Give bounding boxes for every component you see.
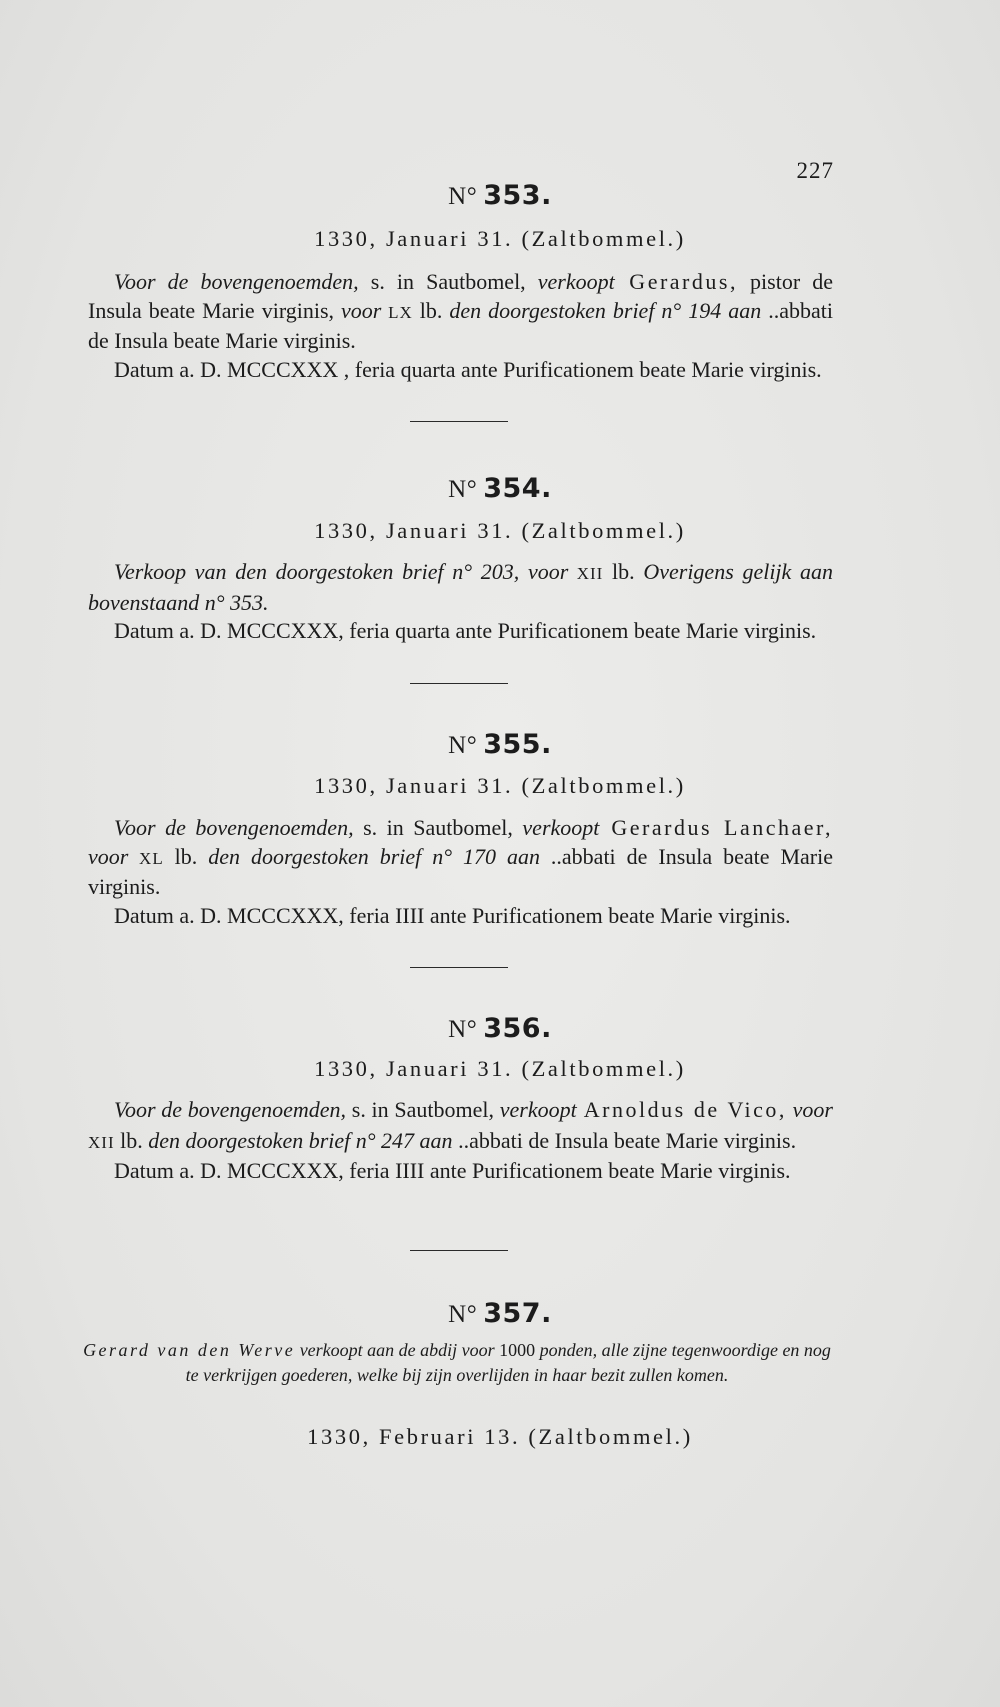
text-spaced-name: Arnoldus de Vico, <box>576 1097 787 1122</box>
entry-356-heading <box>0 1013 1000 1044</box>
text-spaced-name: Gerardus, <box>614 269 738 294</box>
separator-rule <box>410 421 508 422</box>
text-italic: voor <box>88 843 129 869</box>
entry-354-text <box>88 558 833 617</box>
entry-357-summary <box>82 1338 832 1388</box>
entry-355-heading <box>0 729 1000 760</box>
entry-353-body <box>88 268 833 384</box>
page-number: 227 <box>796 158 834 183</box>
number-prefix: N° <box>448 183 478 210</box>
entry-number: 353. <box>483 180 552 211</box>
separator-rule <box>410 967 508 968</box>
text-italic: den doorgestoken brief n° 170 aan <box>208 843 540 869</box>
number-prefix: N° <box>448 1301 478 1328</box>
text-roman: lb. <box>163 843 209 869</box>
entry-354-heading <box>0 473 1000 504</box>
text-roman <box>519 559 528 584</box>
entry-number: 354. <box>483 473 552 504</box>
entry-354-dateline: 1330, Januari 31. (Zaltbommel.) <box>314 518 686 543</box>
entry-354-body <box>88 558 833 646</box>
text-roman: pistor de Insula beate Marie virginis, <box>88 269 833 323</box>
number-prefix: N° <box>448 732 478 759</box>
number-prefix: N° <box>448 1016 478 1043</box>
entry-357-dateline: 1330, Februari 13. (Zaltbommel.) <box>307 1424 693 1449</box>
text-roman: s. in Sautbomel, <box>358 269 538 294</box>
text-roman: ..abbati de Insula beate Marie virginis. <box>452 1127 797 1153</box>
entry-353-heading <box>0 180 1000 211</box>
text-italic: den doorgestoken brief n° 247 aan <box>148 1127 453 1153</box>
separator-rule <box>410 683 508 684</box>
entry-number: 355. <box>483 729 552 760</box>
text-italic: verkoopt <box>499 1097 577 1122</box>
text-roman: ..abbati de Insula beate Marie virginis. <box>88 843 834 899</box>
text-roman: ..abbati de Insula beate Marie virginis. <box>88 297 833 353</box>
separator-rule <box>410 1250 508 1251</box>
entry-number: 357. <box>483 1298 552 1329</box>
entry-354-datum: Datum a. D. MCCCXXX, feria quarta ante Purificationem beate Marie virginis. <box>114 618 817 643</box>
text-roman: lb. <box>412 297 450 323</box>
text-roman: lb. <box>603 559 644 584</box>
text-roman: s. in Sautbomel, <box>346 1097 500 1122</box>
text-italic: Voor de bovengenoemden, <box>114 1097 347 1122</box>
entry-356-body <box>88 1096 833 1186</box>
entry-353-text <box>88 268 833 356</box>
text-italic: voor <box>341 297 382 323</box>
text-roman: lb. <box>114 1127 149 1153</box>
text-spaced-name: Gerard van den Werve <box>83 1340 296 1360</box>
text-italic: Overigens gelijk aan bovenstaand n° 353. <box>88 559 833 615</box>
entry-353-datum: Datum a. D. MCCCXXX , feria quarta ante Purificationem beate Marie virginis. <box>114 356 822 382</box>
text-italic: Voor de bovengenoemden, <box>114 269 359 294</box>
text-spaced-name: Gerardus Lanchaer, <box>599 815 833 840</box>
entry-356-datum: Datum a. D. MCCCXXX, feria IIII ante Purificationem beate Marie virginis. <box>114 1158 791 1183</box>
entry-356-text <box>88 1096 833 1157</box>
entry-353-dateline: 1330, Januari 31. (Zaltbommel.) <box>314 226 686 251</box>
text-small-caps: LX <box>381 302 413 322</box>
entry-355-dateline: 1330, Januari 31. (Zaltbommel.) <box>314 773 686 798</box>
text-italic: ponden, alle zijne tegenwoordige en nog te verkrijgen goederen, welke bij zijn overlijden in haar bezit zullen komen. <box>185 1340 831 1385</box>
entry-356-dateline: 1330, Januari 31. (Zaltbommel.) <box>314 1056 686 1081</box>
text-roman: 1000 <box>499 1340 536 1360</box>
text-small-caps: XII <box>88 1132 115 1152</box>
entry-number: 356. <box>483 1013 552 1044</box>
number-prefix: N° <box>448 476 478 503</box>
text-italic: den doorgestoken brief n° 194 aan <box>449 297 762 323</box>
text-italic: Verkoop van den doorgestoken brief n° 203, <box>114 559 520 584</box>
text-italic: verkoopt <box>537 269 615 294</box>
text-small-caps: XL <box>128 848 164 868</box>
text-italic: Voor de bovengenoemden, <box>114 815 354 840</box>
entry-355-text <box>88 814 833 902</box>
entry-355-body <box>88 814 833 930</box>
entry-355-datum: Datum a. D. MCCCXXX, feria IIII ante Purificationem beate Marie virginis. <box>114 902 791 928</box>
text-italic: voor <box>527 559 569 584</box>
entry-357-heading <box>0 1298 1000 1329</box>
text-roman: s. in Sautbomel, <box>353 815 523 840</box>
text-italic: verkoopt aan de abdij voor <box>295 1340 500 1360</box>
text-italic: verkoopt <box>522 815 600 840</box>
text-small-caps: XII <box>568 564 604 583</box>
text-italic: voor <box>792 1097 833 1122</box>
